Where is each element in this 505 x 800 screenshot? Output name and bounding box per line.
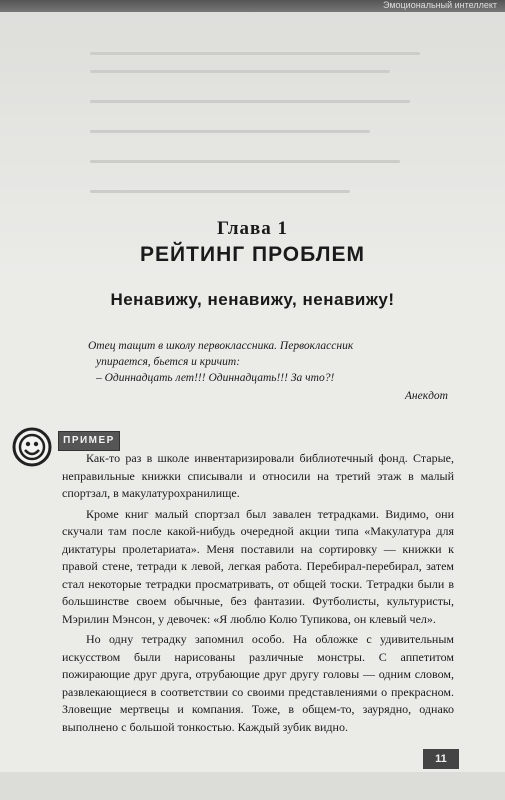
epigraph-line: упирается, бьется и кричит: [96, 356, 241, 368]
section-title: Ненавижу, ненавижу, ненавижу! [110, 290, 395, 309]
example-face-icon [12, 427, 52, 467]
show-through-area [0, 12, 505, 282]
epigraph-line: – Одиннадцать лет!!! Одиннадцать!!! За что?! [96, 372, 335, 384]
top-bar [0, 0, 505, 12]
paragraph: Как-то раз в школе инвентаризировали библиотечный фонд. Старые, неправильные книжки списывали и относили на третий этаж в малый спортзал, в макулатурохранилище. [62, 451, 454, 500]
chapter-label: Глава 1 [216, 218, 289, 239]
paragraph: Кроме книг малый спортзал был завален тетрадками. Видимо, они скучали там после какой-нибудь очередной акции типа «Макулатура для диктатуры пролетариата». Меня поставили на сортировку — книжки к правой стене, тетради к левой, легкая работа. Перебирал-перебирал, затем стал некоторые тетрадки просматривать, от общей тоски. Тетрадки были в большинстве своем обычные, без фантазии. Футболисты, культуристы, Мэрилин Мэнсон, у девочек: «Я люблю Колю Тупикова, он клевый чел». [62, 506, 454, 626]
ghost-line [90, 130, 370, 133]
ghost-line [90, 70, 390, 73]
epigraph-line: Отец тащит в школу первоклассника. Первоклассник [88, 340, 354, 352]
body-text [62, 450, 454, 739]
ghost-line [90, 190, 350, 193]
example-badge: ПРИМЕР [58, 431, 120, 451]
epigraph [88, 338, 448, 404]
paragraph: Но одну тетрадку запомнил особо. На обложке с удивительным искусством были нарисованы различные монстры. С аппетитом пожирающие друг друга, отрубающие друг другу головы — одним словом, развлекающиеся в соответствии со своими представлениями о прекрасном. Зловещие мертвецы и компания. Тоже, в общем-то, заурядно, однако выполнено с большой тонкостью. Каждый зубик видно. [62, 632, 454, 734]
running-head: Эмоциональный интеллект [382, 0, 497, 10]
bottom-band [0, 772, 505, 800]
chapter-title: РЕЙТИНГ ПРОБЛЕМ [140, 243, 365, 266]
ghost-line [90, 100, 410, 103]
epigraph-author: Анекдот [404, 390, 448, 402]
page-number: 11 [423, 749, 459, 769]
ghost-line [90, 52, 420, 55]
ghost-line [90, 160, 400, 163]
